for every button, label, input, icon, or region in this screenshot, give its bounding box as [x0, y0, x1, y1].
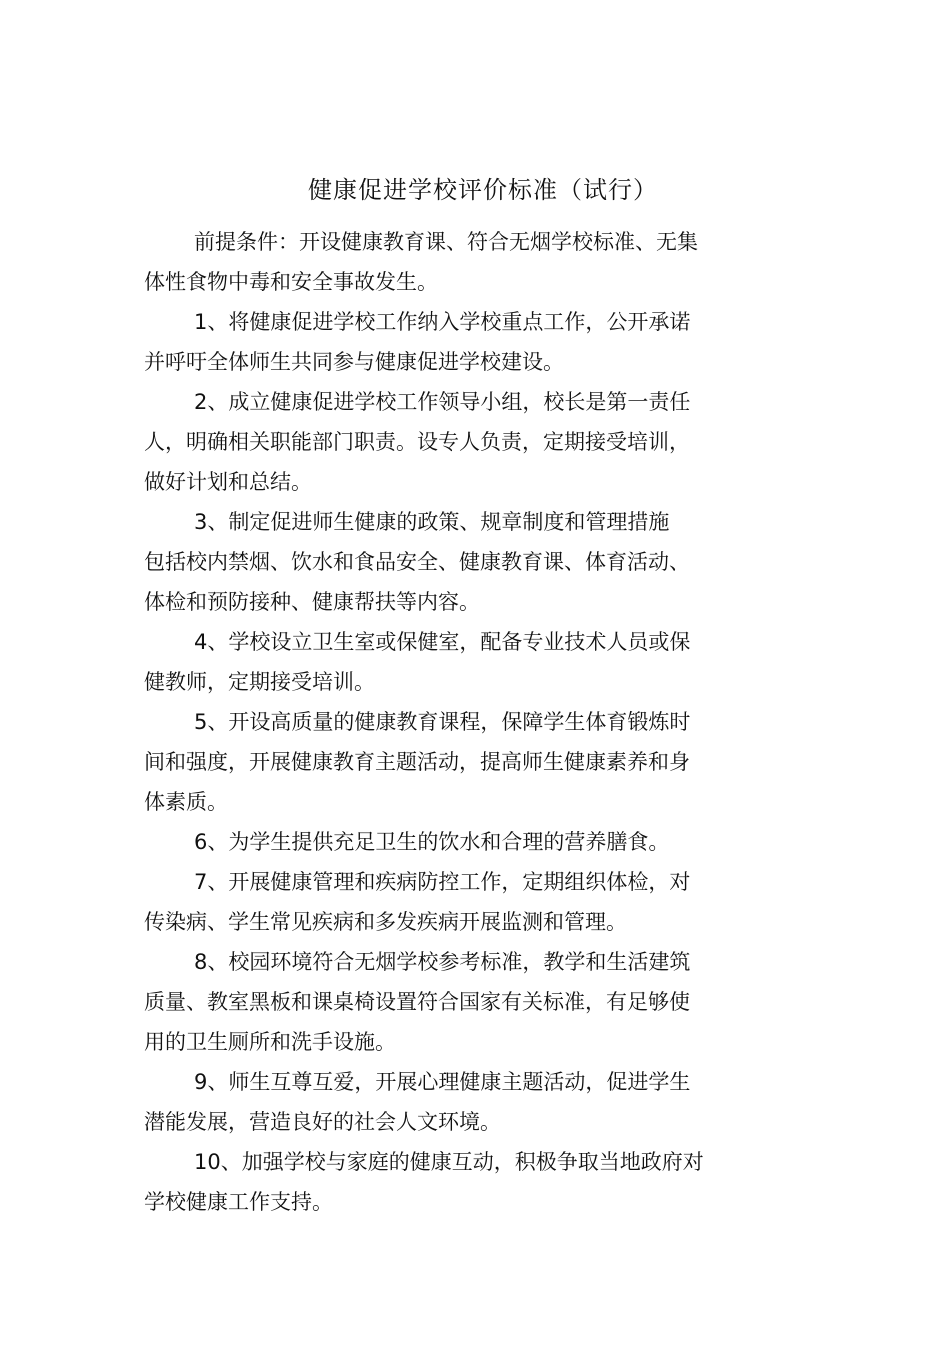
paragraph-item-6: 6、为学生提供充足卫生的饮水和合理的营养膳食。	[194, 830, 670, 854]
document-title: 健康促进学校评价标准（试行）	[308, 176, 658, 204]
document-body	[144, 222, 754, 1222]
paragraph-item-10: 10、加强学校与家庭的健康互动，积极争取当地政府对 学校健康工作支持。	[144, 1150, 704, 1214]
paragraph-item-9: 9、师生互尊互爱，开展心理健康主题活动，促进学生 潜能发展，营造良好的社会人文环境。	[144, 1070, 691, 1134]
paragraph-item-1: 1、将健康促进学校工作纳入学校重点工作，公开承诺 并呼吁全体师生共同参与健康促进学校建设。	[144, 310, 691, 374]
paragraph-prerequisite: 前提条件：开设健康教育课、符合无烟学校标准、无集 体性食物中毒和安全事故发生。	[144, 230, 698, 294]
paragraph-item-7: 7、开展健康管理和疾病防控工作，定期组织体检，对 传染病、学生常见疾病和多发疾病开展监测和管理。	[144, 870, 691, 934]
paragraph-item-2: 2、成立健康促进学校工作领导小组，校长是第一责任 人，明确相关职能部门职责。设专人负责，定期接受培训， 做好计划和总结。	[144, 390, 691, 494]
paragraph-item-5: 5、开设高质量的健康教育课程，保障学生体育锻炼时 间和强度，开展健康教育主题活动，提高师生健康素养和身 体素质。	[144, 710, 691, 814]
paragraph-item-4: 4、学校设立卫生室或保健室，配备专业技术人员或保 健教师，定期接受培训。	[144, 630, 691, 694]
paragraph-item-3: 3、制定促进师生健康的政策、规章制度和管理措施 包括校内禁烟、饮水和食品安全、健康教育课、体育活动、 体检和预防接种、健康帮扶等内容。	[144, 510, 690, 614]
paragraph-item-8: 8、校园环境符合无烟学校参考标准，教学和生活建筑 质量、教室黑板和课桌椅设置符合国家有关标准，有足够使 用的卫生厕所和洗手设施。	[144, 950, 691, 1054]
